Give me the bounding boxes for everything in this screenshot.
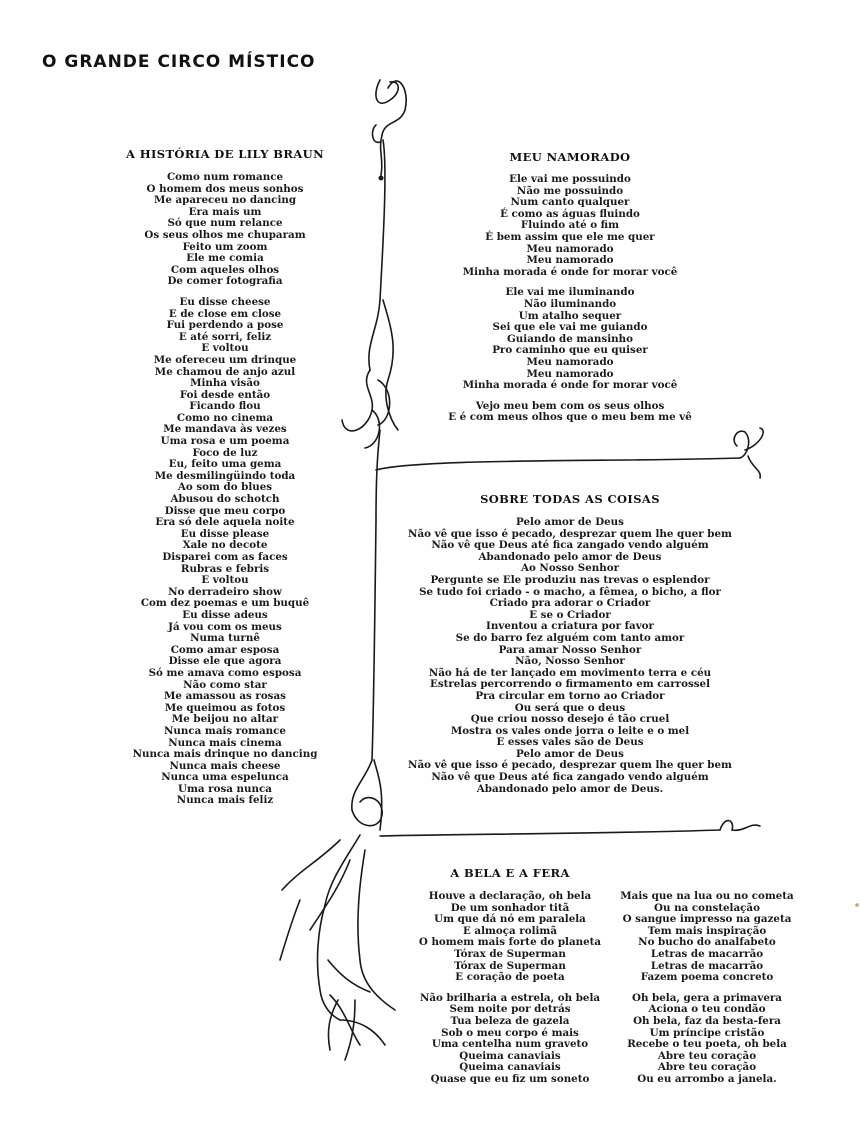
lyric-line: Ficando flou bbox=[189, 400, 261, 413]
lyric-line: Eu disse adeus bbox=[182, 608, 268, 621]
stanza bbox=[110, 172, 340, 288]
lyric-line: Ele vai me possuindo bbox=[509, 173, 631, 185]
lyric-line: É bem assim que ele me quer bbox=[485, 230, 655, 243]
lyric-line: Ele vai me iluminando bbox=[505, 286, 635, 299]
song-title-meu-namorado: MEU NAMORADO bbox=[509, 150, 631, 164]
lyric-line: Tórax de Superman bbox=[454, 947, 566, 960]
lyric-line: Eu, feito uma gema bbox=[168, 458, 282, 471]
lyric-line: E voltou bbox=[201, 342, 249, 355]
lyric-line: Não como star bbox=[183, 678, 267, 691]
lyric-line: Letras de macarrão bbox=[650, 947, 764, 960]
lyric-line: Meu namorado bbox=[526, 355, 614, 368]
lyric-line: Guiando de mansinho bbox=[507, 332, 633, 345]
lyric-line: Numa turnê bbox=[190, 632, 260, 645]
lyric-line: Me desmilingüindo toda bbox=[154, 469, 296, 482]
lyrics-lily-braun bbox=[110, 172, 340, 807]
lyric-line: Abandonado pelo amor de Deus. bbox=[476, 782, 664, 795]
lyric-line: Eu disse cheese bbox=[179, 295, 271, 308]
lyric-line: Ou na constelação bbox=[654, 901, 760, 914]
lyric-line: Não me possuindo bbox=[516, 184, 624, 197]
lyric-line: Uma rosa nunca bbox=[178, 782, 272, 795]
lyric-line: Vejo meu bem com os seus olhos bbox=[475, 399, 665, 412]
lyric-line: Oh bela, gera a primavera bbox=[632, 991, 782, 1004]
lyric-line: Letras de macarrão bbox=[650, 959, 764, 972]
lyric-line: Me queimou as fotos bbox=[164, 701, 286, 714]
lyric-line: Meu namorado bbox=[526, 242, 614, 255]
lyric-line: Me ofereceu um drinque bbox=[153, 353, 297, 366]
lyric-line: E almoça rolimã bbox=[463, 924, 557, 937]
lyric-line: Nunca mais cheese bbox=[169, 759, 281, 772]
lyric-line: Não vê que isso é pecado, desprezar quem lhe quer bem bbox=[408, 527, 732, 540]
lyric-line: Não vê que isso é pecado, desprezar quem lhe quer bem bbox=[408, 759, 732, 772]
lyric-line: De comer fotografia bbox=[167, 275, 283, 288]
lyric-line: No bucho do analfabeto bbox=[638, 936, 776, 949]
lyrics-sobre-todas-as-coisas bbox=[400, 517, 740, 795]
lyric-line: E coração de poeta bbox=[455, 971, 565, 984]
lyric-line: É como as águas fluindo bbox=[500, 207, 640, 220]
lyric-line: E até sorri, feliz bbox=[178, 330, 272, 343]
lyric-line: E esses vales são de Deus bbox=[496, 736, 644, 749]
lyric-line: Sem noite por detrás bbox=[449, 1003, 571, 1016]
stanza bbox=[440, 401, 700, 424]
lyric-line: Eu disse please bbox=[180, 527, 270, 540]
lyrics-meu-namorado bbox=[440, 174, 700, 424]
stanza bbox=[405, 993, 615, 1086]
lyric-line: Nunca mais feliz bbox=[176, 794, 274, 807]
lyric-line: Meu namorado bbox=[526, 367, 614, 380]
lyric-line: Fui perdendo a pose bbox=[166, 319, 284, 332]
lyric-line: E voltou bbox=[201, 574, 249, 587]
lyric-line: Feito um zoom bbox=[182, 240, 268, 253]
lyric-line: Não há de ter lançado em movimento terra e céu bbox=[428, 666, 712, 679]
stanza bbox=[612, 891, 802, 984]
lyric-line: Abre teu coração bbox=[657, 1049, 757, 1062]
lyric-line: Pelo amor de Deus bbox=[516, 747, 624, 760]
lyric-line: Queima canaviais bbox=[459, 1049, 561, 1062]
lyric-line: Mostra os vales onde jorra o leite e o mel bbox=[450, 724, 690, 737]
lyric-line: O homem dos meus sonhos bbox=[146, 182, 304, 195]
lyric-line: Um que dá nó em paralela bbox=[434, 913, 586, 926]
lyric-line: De um sonhador titã bbox=[450, 901, 570, 914]
lyric-line: Tem mais inspiração bbox=[647, 924, 767, 937]
lyric-line: Minha visão bbox=[190, 377, 260, 390]
lyric-line: Um príncipe cristão bbox=[649, 1026, 765, 1039]
page-title: O GRANDE CIRCO MÍSTICO bbox=[42, 52, 316, 72]
lyric-line: Que criou nosso desejo é tão cruel bbox=[470, 713, 670, 726]
lyric-line: O homem mais forte do planeta bbox=[418, 936, 602, 949]
lyric-line: E de close em close bbox=[168, 307, 282, 320]
lyric-line: Disse que meu corpo bbox=[164, 504, 286, 517]
lyric-line: Era mais um bbox=[188, 205, 262, 218]
lyric-line: Mais que na lua ou no cometa bbox=[620, 890, 794, 902]
lyric-line: Nunca mais cinema bbox=[168, 736, 282, 749]
stanza bbox=[405, 891, 615, 984]
lyric-line: Uma rosa e um poema bbox=[160, 435, 290, 448]
lyric-line: Inventou a criatura por favor bbox=[486, 620, 654, 633]
lyric-line: Com aqueles olhos bbox=[170, 263, 280, 276]
lyric-line: Foco de luz bbox=[192, 446, 258, 459]
lyric-line: Aciona o teu condão bbox=[648, 1003, 766, 1016]
lyric-line: Não brilharia a estrela, oh bela bbox=[419, 991, 601, 1004]
lyric-line: Xale no decote bbox=[182, 539, 268, 552]
lyric-line: Se do barro fez alguém com tanto amor bbox=[455, 631, 685, 644]
lyric-line: Me apareceu no dancing bbox=[153, 194, 297, 207]
lyric-line: Pra circular em torno ao Criador bbox=[475, 689, 665, 702]
lyric-line: O sangue impresso na gazeta bbox=[622, 913, 792, 926]
lyric-line: Estrelas percorrendo o firmamento em carrossel bbox=[429, 678, 711, 691]
lyric-line: No derradeiro show bbox=[168, 585, 282, 598]
lyric-line: Quase que eu fiz um soneto bbox=[430, 1072, 590, 1085]
lyric-line: Rubras e febris bbox=[180, 562, 270, 575]
lyric-line: Tórax de Superman bbox=[454, 959, 566, 972]
lyric-line: Minha morada é onde for morar você bbox=[462, 379, 678, 392]
lyric-line: Nunca uma espelunca bbox=[161, 771, 289, 784]
lyric-line: Como no cinema bbox=[176, 411, 274, 424]
lyrics-a-bela-e-a-fera-left bbox=[405, 891, 615, 1086]
lyric-line: Só que num relance bbox=[167, 217, 283, 230]
lyric-line: Uma centelha num graveto bbox=[431, 1038, 589, 1051]
lyric-line: Fluindo até o fim bbox=[520, 219, 620, 232]
lyric-line: E é com meus olhos que o meu bem me vê bbox=[448, 411, 692, 424]
lyric-line: E se o Criador bbox=[529, 608, 611, 621]
lyric-line: Era só dele aquela noite bbox=[155, 516, 295, 529]
lyric-line: Não vê que Deus até fica zangado vendo alguém bbox=[431, 539, 709, 552]
lyric-line: Abandonado pelo amor de Deus bbox=[478, 550, 662, 563]
lyric-line: Recebe o teu poeta, oh bela bbox=[627, 1038, 787, 1051]
lyric-line: Ou eu arrombo a janela. bbox=[637, 1072, 777, 1085]
lyric-line: Num canto qualquer bbox=[510, 196, 630, 209]
lyric-line: Como amar esposa bbox=[170, 643, 280, 656]
lyric-line: Não, Nosso Senhor bbox=[515, 655, 625, 668]
lyric-line: Me amassou as rosas bbox=[164, 690, 286, 703]
lyric-line: Tua beleza de gazela bbox=[450, 1014, 570, 1027]
stanza bbox=[612, 993, 802, 1086]
lyric-line: Pergunte se Ele produziu nas trevas o esplendor bbox=[430, 573, 710, 586]
lyric-line: Ao som do blues bbox=[177, 481, 273, 494]
lyric-line: Houve a declaração, oh bela bbox=[428, 890, 592, 902]
lyric-line: Queima canaviais bbox=[459, 1061, 561, 1074]
lyric-line: Não iluminando bbox=[523, 297, 617, 310]
lyric-line: Fazem poema concreto bbox=[640, 971, 774, 984]
lyric-line: Já vou com os meus bbox=[168, 620, 282, 633]
lyric-line: Ele me comia bbox=[186, 252, 264, 265]
lyric-line: Um atalho sequer bbox=[518, 309, 622, 322]
song-title-sobre-todas-as-coisas: SOBRE TODAS AS COISAS bbox=[480, 492, 660, 506]
lyric-line: Foi desde então bbox=[179, 388, 271, 401]
stanza bbox=[440, 287, 700, 391]
lyric-line: Abre teu coração bbox=[657, 1061, 757, 1074]
lyric-line: Nunca mais drinque no dancing bbox=[132, 748, 318, 761]
lyric-line: Sei que ele vai me guiando bbox=[492, 321, 648, 334]
lyric-line: Para amar Nosso Senhor bbox=[498, 643, 642, 656]
lyrics-a-bela-e-a-fera-right bbox=[612, 891, 802, 1086]
lyric-line: Pro caminho que eu quiser bbox=[492, 344, 648, 357]
song-title-a-bela-e-a-fera: A BELA E A FERA bbox=[450, 866, 570, 880]
lyric-line: Pelo amor de Deus bbox=[516, 516, 624, 528]
lyric-line: Ou será que o deus bbox=[514, 701, 626, 714]
lyric-line: Criado pra adorar o Criador bbox=[489, 597, 651, 610]
lyric-line: Meu namorado bbox=[526, 254, 614, 267]
lyric-line: Oh bela, faz da besta-fera bbox=[633, 1014, 781, 1027]
lyric-line: Me beijou no altar bbox=[171, 713, 279, 726]
lyric-line: Se tudo foi criado - o macho, a fêmea, o bicho, a flor bbox=[419, 585, 721, 598]
lyric-line: Minha morada é onde for morar você bbox=[462, 265, 678, 278]
lyric-line: Ao Nosso Senhor bbox=[520, 562, 620, 575]
lyric-line: Os seus olhos me chuparam bbox=[144, 228, 306, 241]
stanza bbox=[400, 517, 740, 795]
lyric-line: Me chamou de anjo azul bbox=[154, 365, 296, 378]
stanza bbox=[110, 297, 340, 807]
lyric-line: Sob o meu corpo é mais bbox=[441, 1026, 579, 1039]
lyric-line: Disparei com as faces bbox=[162, 551, 288, 563]
lyric-line: Não vê que Deus até fica zangado vendo alguém bbox=[431, 771, 709, 784]
lyric-line: Só me amava como esposa bbox=[148, 666, 302, 679]
lyric-line: Abusou do schotch bbox=[170, 493, 280, 506]
lyric-line: Disse ele que agora bbox=[168, 655, 282, 668]
lyric-line: Com dez poemas e um buquê bbox=[140, 597, 310, 610]
lyric-line: Nunca mais romance bbox=[164, 724, 286, 737]
song-title-lily-braun: A HISTÓRIA DE LILY BRAUN bbox=[125, 147, 325, 161]
lyric-line: Me mandava às vezes bbox=[163, 423, 287, 436]
stanza bbox=[440, 174, 700, 278]
lyric-line: Como num romance bbox=[166, 171, 284, 183]
